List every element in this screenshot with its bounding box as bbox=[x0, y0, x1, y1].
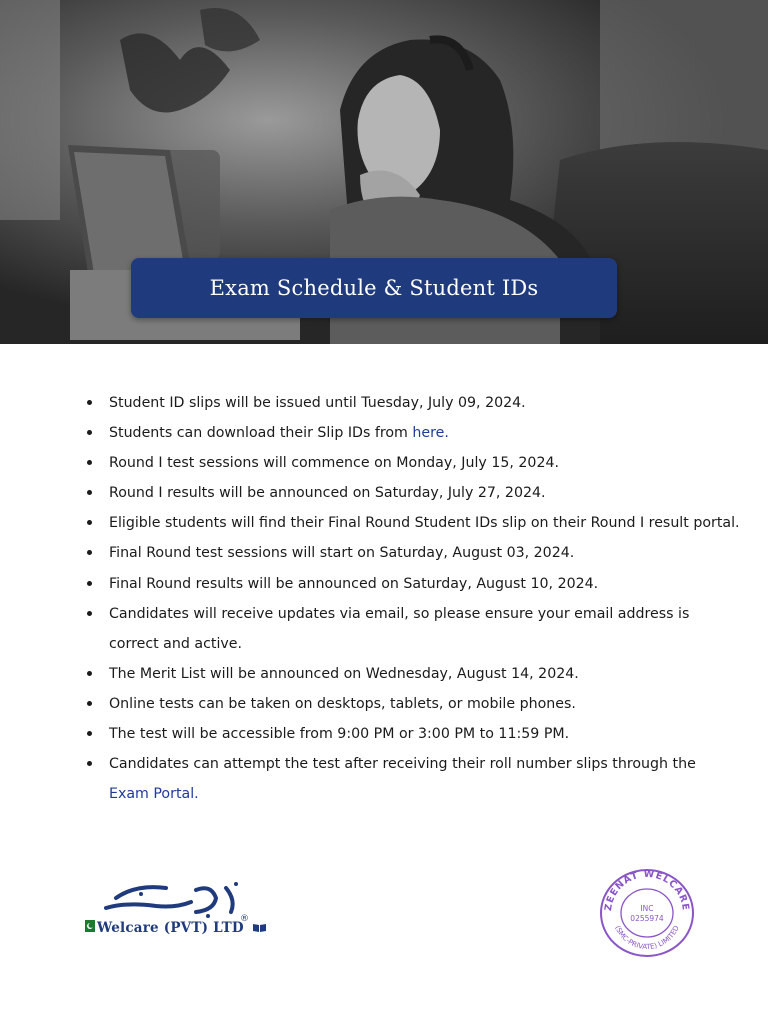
download-slip-link[interactable]: here. bbox=[412, 425, 449, 442]
svg-text:(SMC-PRIVATE) LIMITED bbox=[613, 924, 680, 951]
list-item bbox=[82, 448, 732, 478]
page-title: Exam Schedule & Student IDs bbox=[209, 276, 539, 300]
book-icon bbox=[252, 922, 267, 933]
registered-mark: ® bbox=[240, 914, 249, 924]
exam-portal-link[interactable]: Exam Portal. bbox=[109, 786, 199, 803]
list-item-text: Candidates can attempt the test after receiving their roll number slips through the bbox=[109, 756, 696, 773]
list-item-text: Student ID slips will be issued until Tuesday, July 09, 2024. bbox=[109, 395, 526, 411]
list-item bbox=[82, 599, 732, 659]
schedule-list bbox=[82, 388, 740, 809]
stamp-number: 0255974 bbox=[630, 914, 664, 923]
list-item bbox=[82, 478, 732, 508]
list-item-text: Final Round test sessions will start on Saturday, August 03, 2024. bbox=[109, 545, 575, 562]
title-banner bbox=[131, 258, 617, 318]
hero-image bbox=[0, 0, 768, 344]
list-item-text: Candidates will receive updates via email, so please ensure your email address is correct and active. bbox=[109, 605, 690, 652]
list-item-text: Round I test sessions will commence on Monday, July 15, 2024. bbox=[109, 455, 560, 472]
pakistan-flag-icon bbox=[82, 920, 95, 932]
company-seal-stamp bbox=[599, 868, 695, 958]
list-item-text: Eligible students will find their Final Round Student IDs slip on their Round I result portal. bbox=[109, 515, 740, 532]
list-item bbox=[82, 388, 732, 418]
list-item bbox=[82, 719, 732, 749]
list-item bbox=[82, 418, 732, 448]
list-item-text: Final Round results will be announced on Saturday, August 10, 2024. bbox=[109, 575, 599, 592]
list-item-text: The test will be accessible from 9:00 PM or 3:00 PM to 11:59 PM. bbox=[109, 726, 570, 743]
company-name: Welcare (PVT) LTD bbox=[97, 920, 244, 936]
list-item-text: Round I results will be announced on Saturday, July 27, 2024. bbox=[109, 485, 546, 502]
stamp-top-text: ZEENAT WELCARE bbox=[602, 868, 692, 912]
list-item-text: The Merit List will be announced on Wednesday, August 14, 2024. bbox=[109, 665, 579, 682]
stamp-inc: INC bbox=[640, 904, 654, 913]
list-item-text: Online tests can be taken on desktops, tablets, or mobile phones. bbox=[109, 695, 576, 712]
list-item bbox=[82, 689, 732, 719]
stamp-bottom-text: (SMC-PRIVATE) LIMITED bbox=[613, 924, 681, 952]
list-item bbox=[82, 508, 740, 538]
urdu-wordmark-logo bbox=[96, 880, 246, 920]
list-item bbox=[82, 538, 732, 568]
list-item bbox=[82, 569, 732, 599]
list-item-text: Students can download their Slip IDs from bbox=[109, 425, 413, 442]
list-item bbox=[82, 659, 732, 689]
list-item bbox=[82, 749, 732, 809]
company-logo bbox=[82, 880, 272, 942]
